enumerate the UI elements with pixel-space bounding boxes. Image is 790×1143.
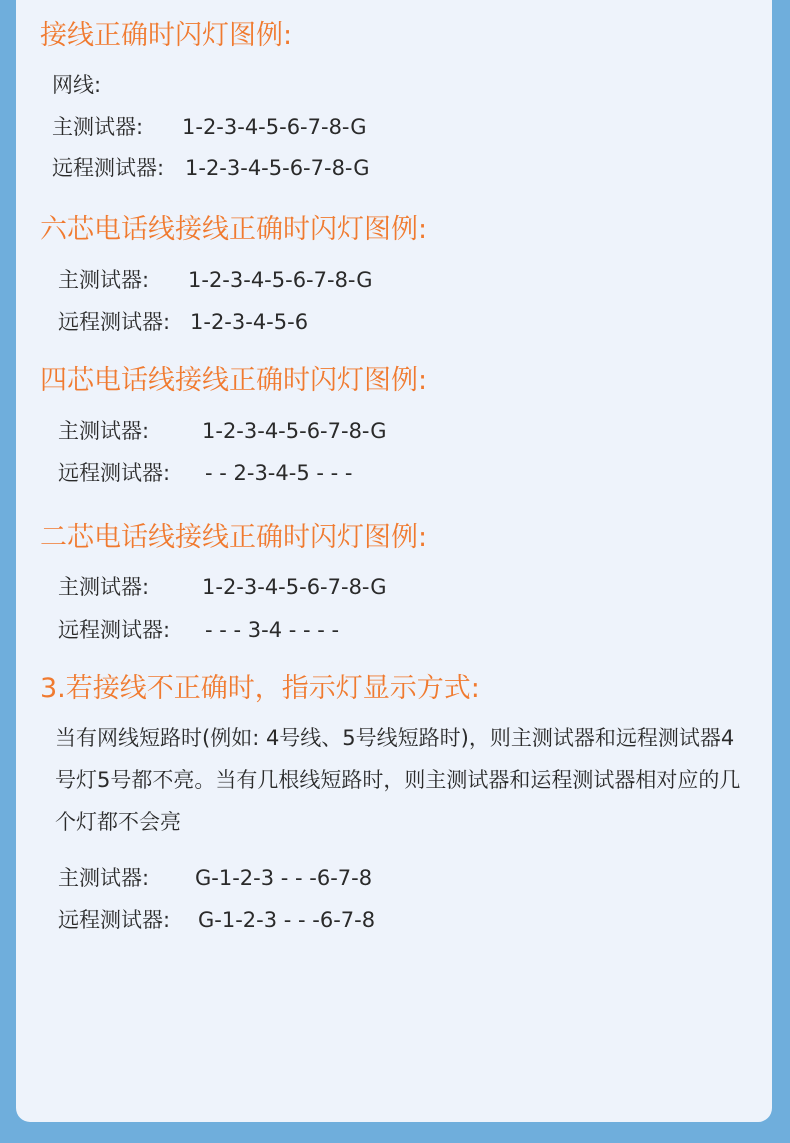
- main-tester-label: 主测试器:: [58, 866, 150, 890]
- incorrect-description: 当有网线短路时(例如: 4号线、5号线短路时)，则主测试器和远程测试器4号灯5号都不亮。当有几根线短路时，则主测试器和运程测试器相对应的几个灯都不会亮: [55, 726, 741, 834]
- main-tester-sequence: G-1-2-3 - - -6-7-8: [195, 866, 373, 890]
- section-heading-six-core: 六芯电话线接线正确时闪灯图例:: [40, 214, 428, 245]
- section-heading-correct: 接线正确时闪灯图例:: [40, 20, 293, 51]
- remote-tester-sequence: G-1-2-3 - - -6-7-8: [198, 908, 376, 932]
- remote-tester-label: 远程测试器:: [52, 156, 165, 180]
- remote-tester-sequence: - - - 3-4 - - - -: [205, 618, 340, 642]
- main-tester-sequence: 1-2-3-4-5-6-7-8-G: [188, 268, 373, 292]
- remote-tester-label: 远程测试器:: [58, 461, 171, 485]
- section-heading-four-core: 四芯电话线接线正确时闪灯图例:: [40, 365, 428, 396]
- remote-tester-sequence: 1-2-3-4-5-6-7-8-G: [185, 156, 370, 180]
- main-tester-label: 主测试器:: [58, 575, 150, 599]
- remote-tester-sequence: 1-2-3-4-5-6: [190, 310, 309, 334]
- section-heading-incorrect: 3.若接线不正确时，指示灯显示方式:: [40, 673, 480, 704]
- remote-tester-label: 远程测试器:: [58, 908, 171, 932]
- main-tester-sequence: 1-2-3-4-5-6-7-8-G: [202, 419, 387, 443]
- main-tester-sequence: 1-2-3-4-5-6-7-8-G: [202, 575, 387, 599]
- section-heading-two-core: 二芯电话线接线正确时闪灯图例:: [40, 522, 428, 553]
- cable-label: 网线:: [52, 73, 102, 97]
- main-tester-label: 主测试器:: [58, 268, 150, 292]
- remote-tester-sequence: - - 2-3-4-5 - - -: [205, 461, 353, 485]
- remote-tester-label: 远程测试器:: [58, 618, 171, 642]
- main-tester-label: 主测试器:: [58, 419, 150, 443]
- main-tester-sequence: 1-2-3-4-5-6-7-8-G: [182, 115, 367, 139]
- remote-tester-label: 远程测试器:: [58, 310, 171, 334]
- main-tester-label: 主测试器:: [52, 115, 144, 139]
